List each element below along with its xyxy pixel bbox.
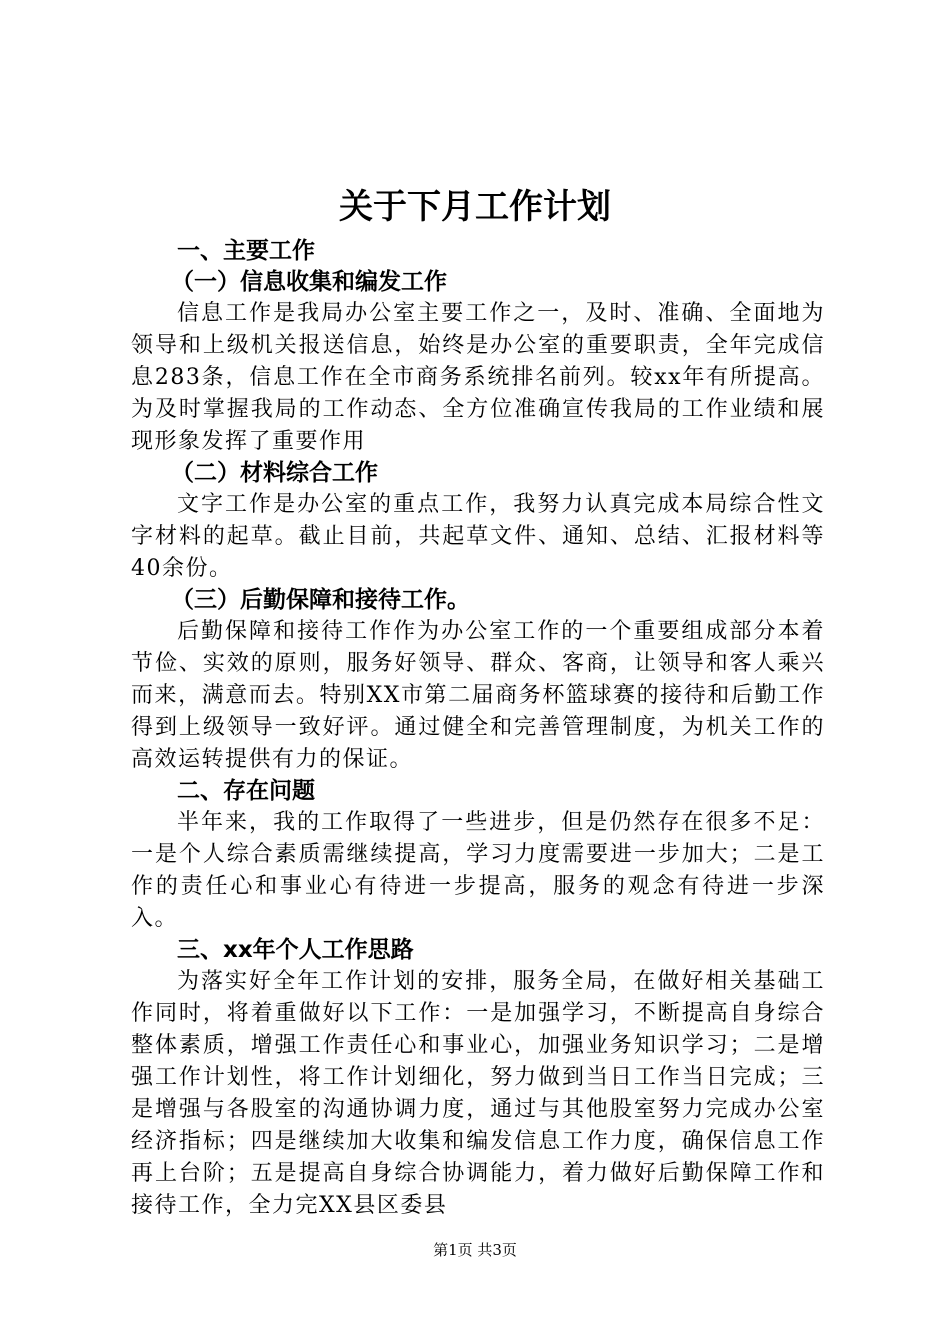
document-title: 关于下月工作计划 [339,187,611,227]
page-number-footer: 第1页 共3页 [433,1241,517,1259]
document-body [131,236,825,1222]
section-heading-work-plan: 三、xx年个人工作思路 [177,937,414,963]
section-heading-problems: 二、存在问题 [177,778,315,804]
section-heading-main-work: 一、主要工作 [177,238,315,264]
paragraph-work-plan: 为落实好全年工作计划的安排，服务全局，在做好相关基础工作同时，将着重做好以下工作：一是加强学习，不断提高自身综合整体素质，增强工作责任心和事业心，加强业务知识学习；二是增强工作计划性，将工作计划细化，努力做到当日工作当日完成；三是增强与各股室的沟通协调力度，通过与其他股室努力完成办公室经济指标；四是继续加大收集和编发信息工作力度，确保信息工作再上台阶；五是提高自身综合协调能力，着力做好后勤保障工作和接待工作，全力完XX县区委县 [131,969,825,1218]
subsection-heading-materials: （二）材料综合工作 [171,460,378,486]
paragraph-problems: 半年来，我的工作取得了一些进步，但是仍然存在很多不足：一是个人综合素质需继续提高，学习力度需要进一步加大；二是工作的责任心和事业心有待进一步提高，服务的观念有待进一步深入。 [131,810,825,931]
subsection-heading-logistics: （三）后勤保障和接待工作。 [171,587,470,613]
paragraph-information-work: 信息工作是我局办公室主要工作之一，及时、准确、全面地为领导和上级机关报送信息，始终是办公室的重要职责，全年完成信息283条，信息工作在全市商务系统排名前列。较xx年有所提高。为及时掌握我局的工作动态、全方位准确宣传我局的工作业绩和展现形象发挥了重要作用 [131,301,825,454]
paragraph-materials-work: 文字工作是办公室的重点工作，我努力认真完成本局综合性文字材料的起草。截止目前，共起草文件、通知、总结、汇报材料等40余份。 [131,492,825,581]
subsection-heading-information: （一）信息收集和编发工作 [171,269,447,295]
paragraph-logistics-work: 后勤保障和接待工作作为办公室工作的一个重要组成部分本着节俭、实效的原则，服务好领导、群众、客商，让领导和客人乘兴而来，满意而去。特别XX市第二届商务杯篮球赛的接待和后勤工作得到上级领导一致好评。通过健全和完善管理制度，为机关工作的高效运转提供有力的保证。 [131,619,825,772]
